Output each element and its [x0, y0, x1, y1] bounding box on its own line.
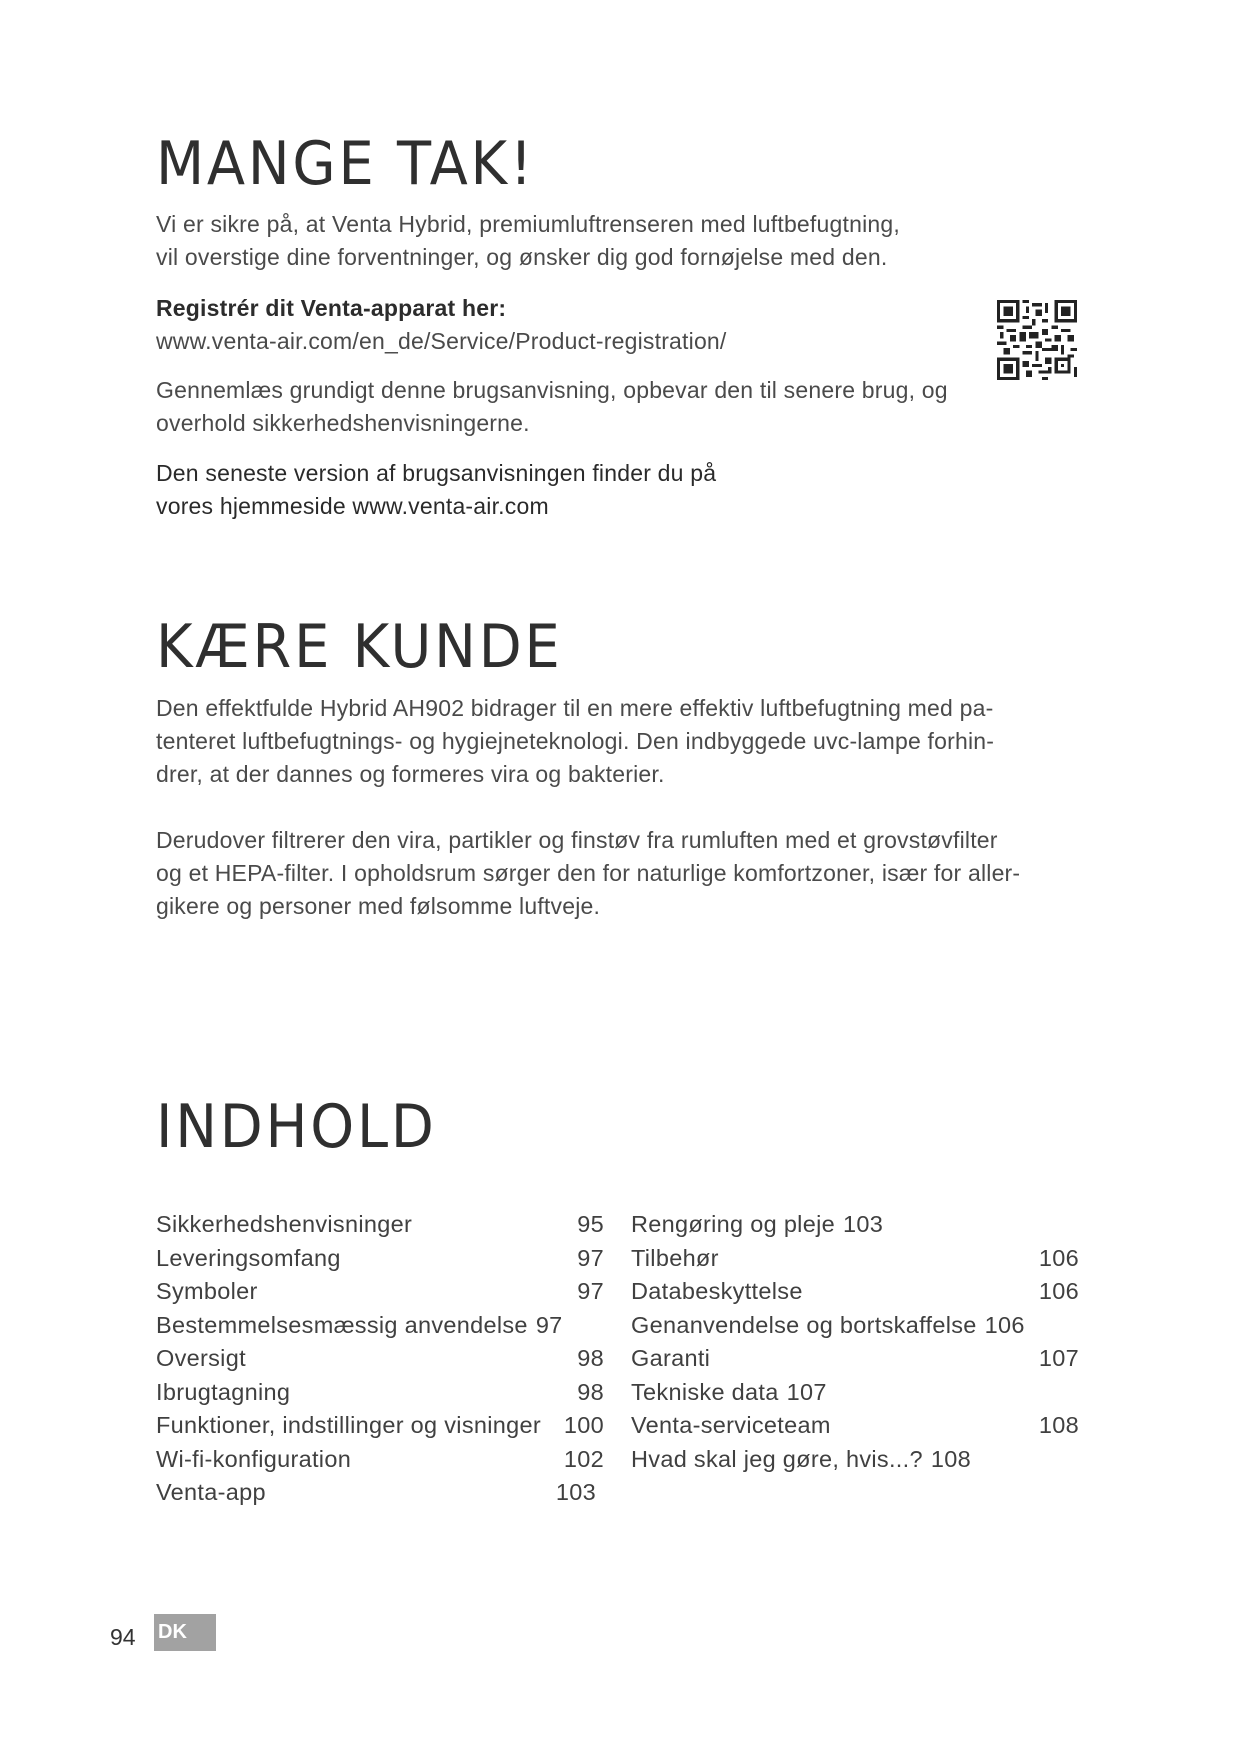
toc-entry-label: Symboler: [156, 1278, 258, 1304]
toc-entry[interactable]: [156, 1379, 604, 1413]
toc-entry-page: 103: [555, 1479, 596, 1505]
customer-title: KÆRE KUNDE: [156, 612, 563, 682]
toc-left-column: [156, 1211, 604, 1513]
thanks-intro-line2: vil overstige dine forventninger, og ønsker dig god fornøjelse med den.: [156, 244, 888, 270]
toc-entry-page: 108: [1038, 1412, 1079, 1438]
toc-entry[interactable]: [156, 1278, 604, 1312]
toc-entry[interactable]: [156, 1245, 604, 1279]
toc-entry-label: Oversigt: [156, 1345, 246, 1371]
thanks-title: MANGE TAK!: [156, 129, 536, 199]
thanks-intro-line1: Vi er sikre på, at Venta Hybrid, premiumluftrenseren med luftbefugtning,: [156, 211, 900, 237]
customer-para1-line2: tenteret luftbefugtnings- og hygiejneteknologi. Den indbyggede uvc-lampe forhin-: [156, 728, 995, 754]
read-instructions-line1: Gennemlæs grundigt denne brugsanvisning, opbevar den til senere brug, og: [156, 377, 948, 403]
toc-entry[interactable]: [631, 1345, 1079, 1379]
toc-entry-page: 97: [535, 1311, 563, 1338]
customer-para2-line3: gikere og personer med følsomme luftveje.: [156, 893, 601, 919]
toc-entry-label: Rengøring og pleje: [631, 1211, 835, 1237]
toc-entry[interactable]: [631, 1211, 1079, 1245]
toc-entry[interactable]: [631, 1312, 1079, 1346]
toc-entry-page: 98: [577, 1378, 604, 1405]
toc-entry-page: 95: [577, 1211, 604, 1237]
toc-entry-page: 108: [930, 1445, 971, 1472]
toc-entry[interactable]: [156, 1211, 604, 1245]
toc-entry-page: 102: [563, 1445, 604, 1472]
toc-right-column: [631, 1211, 1079, 1479]
toc-entry-page: 107: [786, 1378, 827, 1405]
toc-entry-label: Tilbehør: [631, 1244, 719, 1271]
toc-entry[interactable]: [156, 1345, 604, 1379]
toc-entry-page: 107: [1038, 1345, 1079, 1371]
toc-entry-label: Funktioner, indstillinger og visninger: [156, 1412, 541, 1438]
toc-entry-page: 103: [842, 1211, 884, 1237]
toc-entry-label: Venta-serviceteam: [631, 1412, 831, 1438]
toc-entry-page: 98: [577, 1345, 604, 1371]
toc-entry-page: 106: [984, 1311, 1025, 1338]
language-tab: DK: [154, 1614, 216, 1651]
register-label: Registrér dit Venta-apparat her:: [156, 295, 507, 321]
toc-entry[interactable]: [631, 1412, 1079, 1446]
toc-entry[interactable]: [156, 1412, 604, 1446]
page-number: 94: [110, 1624, 136, 1650]
toc-entry-label: Tekniske data: [631, 1378, 779, 1405]
toc-entry-label: Garanti: [631, 1345, 711, 1371]
toc-entry-label: Wi-fi-konfiguration: [156, 1445, 352, 1472]
toc-entry-page: 97: [577, 1244, 604, 1271]
customer-para2-line1: Derudover filtrerer den vira, partikler og finstøv fra rumluften med et grovstøvfilter: [156, 827, 998, 853]
toc-entry-label: Bestemmelsesmæssig anvendelse: [156, 1311, 528, 1338]
toc-entry-label: Genanvendelse og bortskaffelse: [631, 1311, 977, 1338]
toc-entry-page: 100: [563, 1412, 604, 1438]
toc-entry-label: Leveringsomfang: [156, 1244, 341, 1271]
toc-entry-page: 106: [1038, 1278, 1079, 1304]
toc-entry-label: Databeskyttelse: [631, 1278, 803, 1304]
toc-entry[interactable]: [631, 1379, 1079, 1413]
customer-para2-line2: og et HEPA-filter. I opholdsrum sørger den for naturlige komfortzoner, især for aller-: [156, 860, 1021, 886]
customer-para1-line3: drer, at der dannes og formeres vira og bakterier.: [156, 761, 665, 787]
read-instructions-line2: overhold sikkerhedshenvisningerne.: [156, 410, 530, 436]
contents-title: INDHOLD: [156, 1092, 437, 1162]
latest-version-line1: Den seneste version af brugsanvisningen finder du på: [156, 460, 717, 486]
toc-entry[interactable]: [156, 1446, 604, 1480]
qr-code-icon[interactable]: [997, 300, 1077, 380]
toc-entry-label: Venta-app: [156, 1479, 266, 1505]
toc-entry-label: Sikkerhedshenvisninger: [156, 1211, 413, 1237]
toc-entry[interactable]: [631, 1446, 1079, 1480]
customer-para1-line1: Den effektfulde Hybrid AH902 bidrager til en mere effektiv luftbefugtning med pa-: [156, 695, 994, 721]
toc-entry-label: Ibrugtagning: [156, 1378, 291, 1405]
toc-entry[interactable]: [156, 1479, 604, 1513]
toc-entry-page: 97: [577, 1278, 604, 1304]
toc-entry-label: Hvad skal jeg gøre, hvis...?: [631, 1445, 923, 1472]
toc-entry-page: 106: [1038, 1244, 1079, 1271]
register-url[interactable]: www.venta-air.com/en_de/Service/Product-registration/: [156, 328, 727, 354]
latest-version-line2: vores hjemmeside www.venta-air.com: [156, 493, 549, 519]
toc-entry[interactable]: [631, 1278, 1079, 1312]
toc-entry[interactable]: [631, 1245, 1079, 1279]
toc-entry[interactable]: [156, 1312, 604, 1346]
